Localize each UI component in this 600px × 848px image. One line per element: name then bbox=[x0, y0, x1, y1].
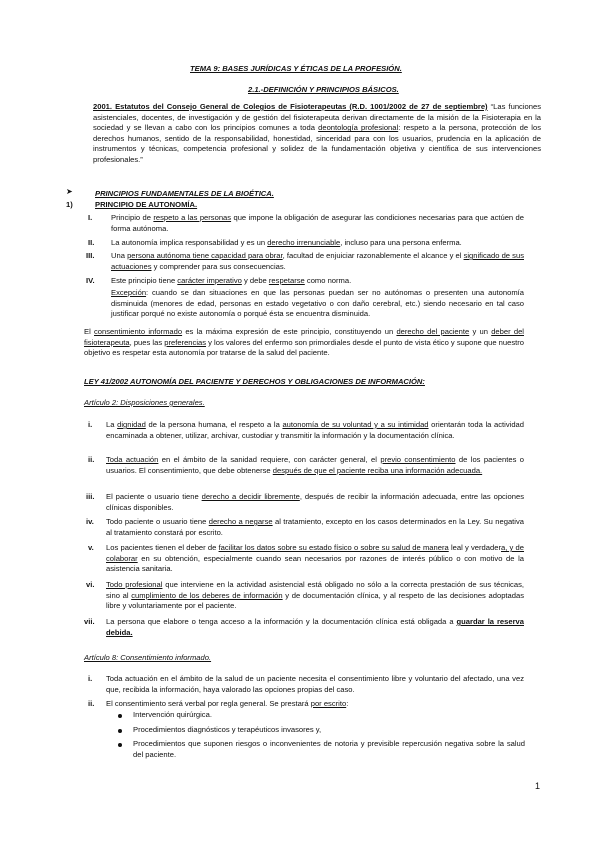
item-number: III. bbox=[86, 251, 95, 260]
articulo-item: La dignidad de la persona humana, el respeto a la autonomía de su voluntad y a su intimidad orientarán toda la actividad encaminada a obtener, utilizar, archivar, custodiar y transmitir la información y la documentación clínica. bbox=[106, 420, 525, 440]
page-title: TEMA 9: BASES JURÍDICAS Y ÉTICAS DE LA PROFESIÓN. bbox=[190, 64, 402, 73]
item-number: i. bbox=[88, 420, 93, 429]
intro-term: deontología profesional bbox=[318, 123, 399, 133]
item-number: ii. bbox=[88, 455, 95, 464]
excepcion-paragraph: Excepción: cuando se dan situaciones en que las personas puedan ser no autónomas o presenten una autonomía disminuida (menores de edad, personas en estado vegetativo o con daño cerebral, etc.) siendo necesario en tal caso justificar porqué no existe autonomía o porqué ésta se encuentra disminuida. bbox=[111, 288, 524, 319]
bullet-item: Procedimientos que suponen riesgos o inconvenientes de notoria y previsible repercusión negativa sobre la salud del paciente. bbox=[133, 739, 525, 759]
bullet-item: Intervención quirúrgica. bbox=[133, 710, 212, 719]
principio-item: Este principio tiene carácter imperativo y debe respetarse como norma. bbox=[111, 276, 352, 285]
articulo-8-item: El consentimiento será verbal por regla general. Se prestará por escrito: bbox=[106, 699, 349, 708]
item-number: i. bbox=[88, 674, 93, 683]
principio-item: La autonomía implica responsabilidad y es un derecho irrenunciable, incluso para una persona enferma. bbox=[111, 238, 462, 247]
intro-paragraph: 2001. Estatutos del Consejo General de Colegios de Fisioterapeutas (R.D. 1001/2002 de 27 de septiembre) “Las funciones asistenciales, docentes, de investigación y de gestión del fisioterapeuta derivan directamente de la misión de la Fisioterapia en la sociedad y se llevan a cabo con los principios comunes a toda deontología profesional: respeto a la persona, protección de los derechos humanos, sentido de la responsabilidad, honestidad, sinceridad para con los usuarios, prudencia en la aplicación de instrumentos y técnicas, competencia profesional y solidez de la fundamentación objetiva y científica de sus intervenciones profesionales.” bbox=[93, 102, 542, 164]
principio-item: Principio de respeto a las personas que impone la obligación de asegurar las condiciones necesarias para que actúen de forma autónoma. bbox=[111, 213, 525, 233]
item-number: iii. bbox=[86, 492, 95, 501]
page-number: 1 bbox=[535, 781, 541, 791]
item-number: I. bbox=[88, 213, 93, 222]
item-number: vii. bbox=[84, 617, 95, 626]
ley-heading: LEY 41/2002 AUTONOMÍA DEL PACIENTE Y DERECHOS Y OBLIGACIONES DE INFORMACIÓN: bbox=[84, 377, 425, 386]
item-number: II. bbox=[88, 238, 95, 247]
articulo-item: Toda actuación en el ámbito de la sanidad requiere, con carácter general, el previo consentimiento de los pacientes o usuarios. El consentimiento, que debe obtenerse después de que el paciente reciba una información adecuada. bbox=[106, 455, 525, 475]
articulo-item: Los pacientes tienen el deber de facilitar los datos sobre su estado físico o sobre su salud de manera leal y verdadera, y de colaborar en su obtención, especialmente cuando sean necesarios por razones de interés público o con motivo de la asistencia sanitaria. bbox=[106, 543, 525, 574]
bullet-item: Procedimientos diagnósticos y terapéuticos invasores y, bbox=[133, 725, 322, 734]
articulo-8-item: Toda actuación en el ámbito de la salud de un paciente necesita el consentimiento libre y voluntario del afectado, una vez que, recibida la información, haya valorado las opciones propias del caso. bbox=[106, 674, 524, 694]
articulo-2-heading: Artículo 2: Disposiciones generales. bbox=[84, 398, 205, 407]
excepcion-label: Excepción bbox=[111, 288, 147, 297]
articulo-8-heading: Artículo 8: Consentimiento informado. bbox=[84, 653, 212, 662]
item-number: IV. bbox=[86, 276, 95, 285]
item-number: v. bbox=[88, 543, 94, 552]
bullet-icon bbox=[118, 743, 122, 747]
item-number: iv. bbox=[86, 517, 94, 526]
bullet-icon bbox=[118, 729, 122, 733]
item-number: vi. bbox=[86, 580, 95, 589]
articulo-item: Todo profesional que interviene en la actividad asistencial está obligado no sólo a la correcta prestación de sus técnicas, sino al cumplimiento de los deberes de información y de documentación clínica, y al respeto de las decisiones adoptadas libre y voluntariamente por el paciente. bbox=[106, 580, 524, 611]
consentimiento-paragraph: El consentimiento informado es la máxima expresión de este principio, constituyendo un derecho del paciente y un deber del fisioterapeuta, pues las preferencias y los valores del enfermo son primordiales desde el punto de vista ético y supone que nuestro objetivo es respetar esta autonomía por tratarse de la salud del paciente. bbox=[84, 327, 524, 358]
articulo-item: El paciente o usuario tiene derecho a decidir libremente, después de recibir la información adecuada, entre las opciones clínicas disponibles. bbox=[106, 492, 524, 512]
principio-item: Una persona autónoma tiene capacidad para obrar, facultad de enjuiciar razonablemente el alcance y el significado de sus actuaciones y comprender para sus consecuencias. bbox=[111, 251, 524, 271]
intro-reference: 2001. Estatutos del Consejo General de Colegios de Fisioterapeutas (R.D. 1001/2002 de 27 de septiembre) bbox=[93, 102, 488, 111]
principio-autonomia-label: PRINCIPIO DE AUTONOMÍA. bbox=[95, 200, 198, 209]
articulo-item: La persona que elabore o tenga acceso a la información y la documentación clínica está obligada a guardar la reserva debida. bbox=[106, 617, 524, 637]
item-number: ii. bbox=[88, 699, 95, 708]
arrow-bullet-icon: ➤ bbox=[66, 187, 73, 196]
principios-heading: PRINCIPIOS FUNDAMENTALES DE LA BIOÉTICA. bbox=[95, 189, 274, 198]
principio-number: 1) bbox=[66, 200, 73, 209]
bullet-icon bbox=[118, 714, 122, 718]
section-subtitle: 2.1.-DEFINICIÓN Y PRINCIPIOS BÁSICOS. bbox=[248, 85, 399, 94]
articulo-item: Todo paciente o usuario tiene derecho a negarse al tratamiento, excepto en los casos determinados en la Ley. Su negativa al tratamiento constará por escrito. bbox=[106, 517, 525, 537]
